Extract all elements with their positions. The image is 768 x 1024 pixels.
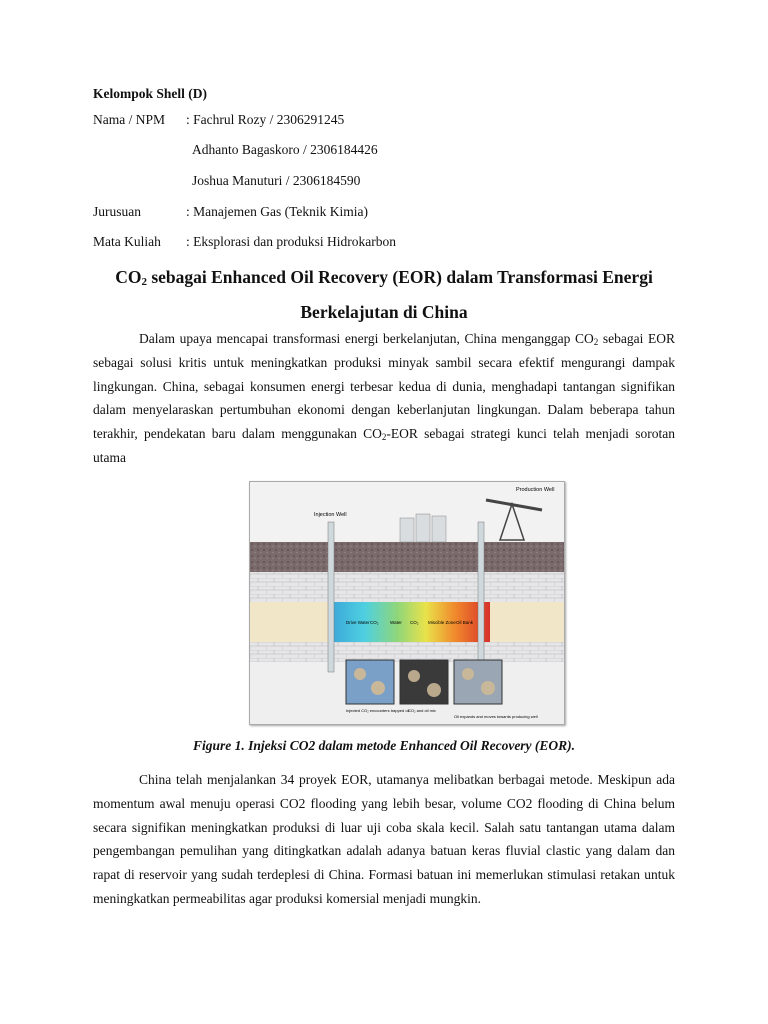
p1-sub2: 2 [381, 432, 387, 443]
paragraph-1 [93, 327, 675, 470]
name-label: Nama / NPM [93, 112, 165, 127]
figure-caption: Figure 1. Injeksi CO2 dalam metode Enhanced Oil Recovery (EOR). [192, 738, 576, 753]
title-rest: sebagai Enhanced Oil Recovery (EOR) dalam Transformasi Energi Berkelajutan di China [146, 267, 653, 322]
jurusan-row [93, 204, 368, 220]
matkul-row [93, 234, 396, 250]
member-row-1 [93, 112, 344, 128]
p1-sub1: 2 [593, 337, 599, 347]
jurusan-value: : Manajemen Gas (Teknik Kimia) [186, 204, 368, 219]
matkul-value: : Eksplorasi dan produksi Hidrokarbon [186, 234, 396, 249]
p1-part2: sebagai EOR sebagai solusi kritis untuk meningkatkan produksi minyak sambil secara efektif mengurangi dampak lingkungan. China, sebagai konsumen energi terbesar kedua di dunia, menghadapi tantangan signifikan dalam menyelaraskan pertumbuhan ekonomi dengan keberlanjutan lingkungan. Dalam beberapa tahun terakhir, pendekatan baru dalam menggunakan CO [93, 331, 675, 442]
zone-label: CO₂ [410, 620, 419, 625]
paragraph-2-text: China telah menjalankan 34 proyek EOR, utamanya melibatkan berbagai metode. Meskipun ada momentum awal menuju operasi CO2 flooding yang lebih besar, volume CO2 flooding di China belum secara signifikan meningkatkan produksi di luar uji coba skala kecil. Salah satu tantangan utama dalam pengembangan pemulihan yang ditingkatkan adalah adanya batuan keras fluvial clastic yang dalam dan rapat di reservoir yang sudah terdeplesi di China. Formasi batuan ini memerlukan stimulasi retakan untuk meningkatkan permeabilitas agar produksi komersial menjadi mungkin. [93, 772, 675, 906]
title-subscript: 2 [141, 276, 147, 288]
injection-well-label: Injection Well [314, 512, 347, 518]
eor-figure [249, 481, 565, 725]
inset-caption: Injected CO₂ encounters trapped oil [346, 708, 410, 713]
member-2: Adhanto Bagaskoro / 2306184426 [192, 142, 378, 157]
zone-label: CO₂ [370, 620, 379, 625]
group-name: Kelompok Shell (D) [93, 86, 208, 101]
zone-label: Water [390, 620, 402, 625]
zone-label: Miscible Zone [428, 620, 456, 625]
jurusan-label: Jurusuan [93, 204, 141, 219]
inset-caption: Oil expands and moves towards producing well [454, 714, 538, 719]
p1-part1: Dalam upaya mencapai transformasi energi berkelanjutan, China menganggap CO [139, 331, 594, 346]
member-3: Joshua Manuturi / 2306184590 [192, 173, 361, 188]
inset-caption: CO₂ and oil mix [408, 708, 436, 713]
zone-label: Drive Water [346, 620, 370, 625]
p1-part3: -EOR sebagai strategi kunci telah menjadi sorotan utama [93, 426, 676, 465]
production-well-label: Production Well [516, 487, 555, 493]
document-title [93, 262, 675, 327]
zone-label: Oil Bank [456, 620, 474, 625]
title-co: CO [115, 267, 142, 287]
matkul-label: Mata Kuliah [93, 234, 161, 249]
eor-diagram [250, 482, 564, 724]
member-1: : Fachrul Rozy / 2306291245 [186, 112, 345, 127]
paragraph-2 [93, 768, 675, 911]
